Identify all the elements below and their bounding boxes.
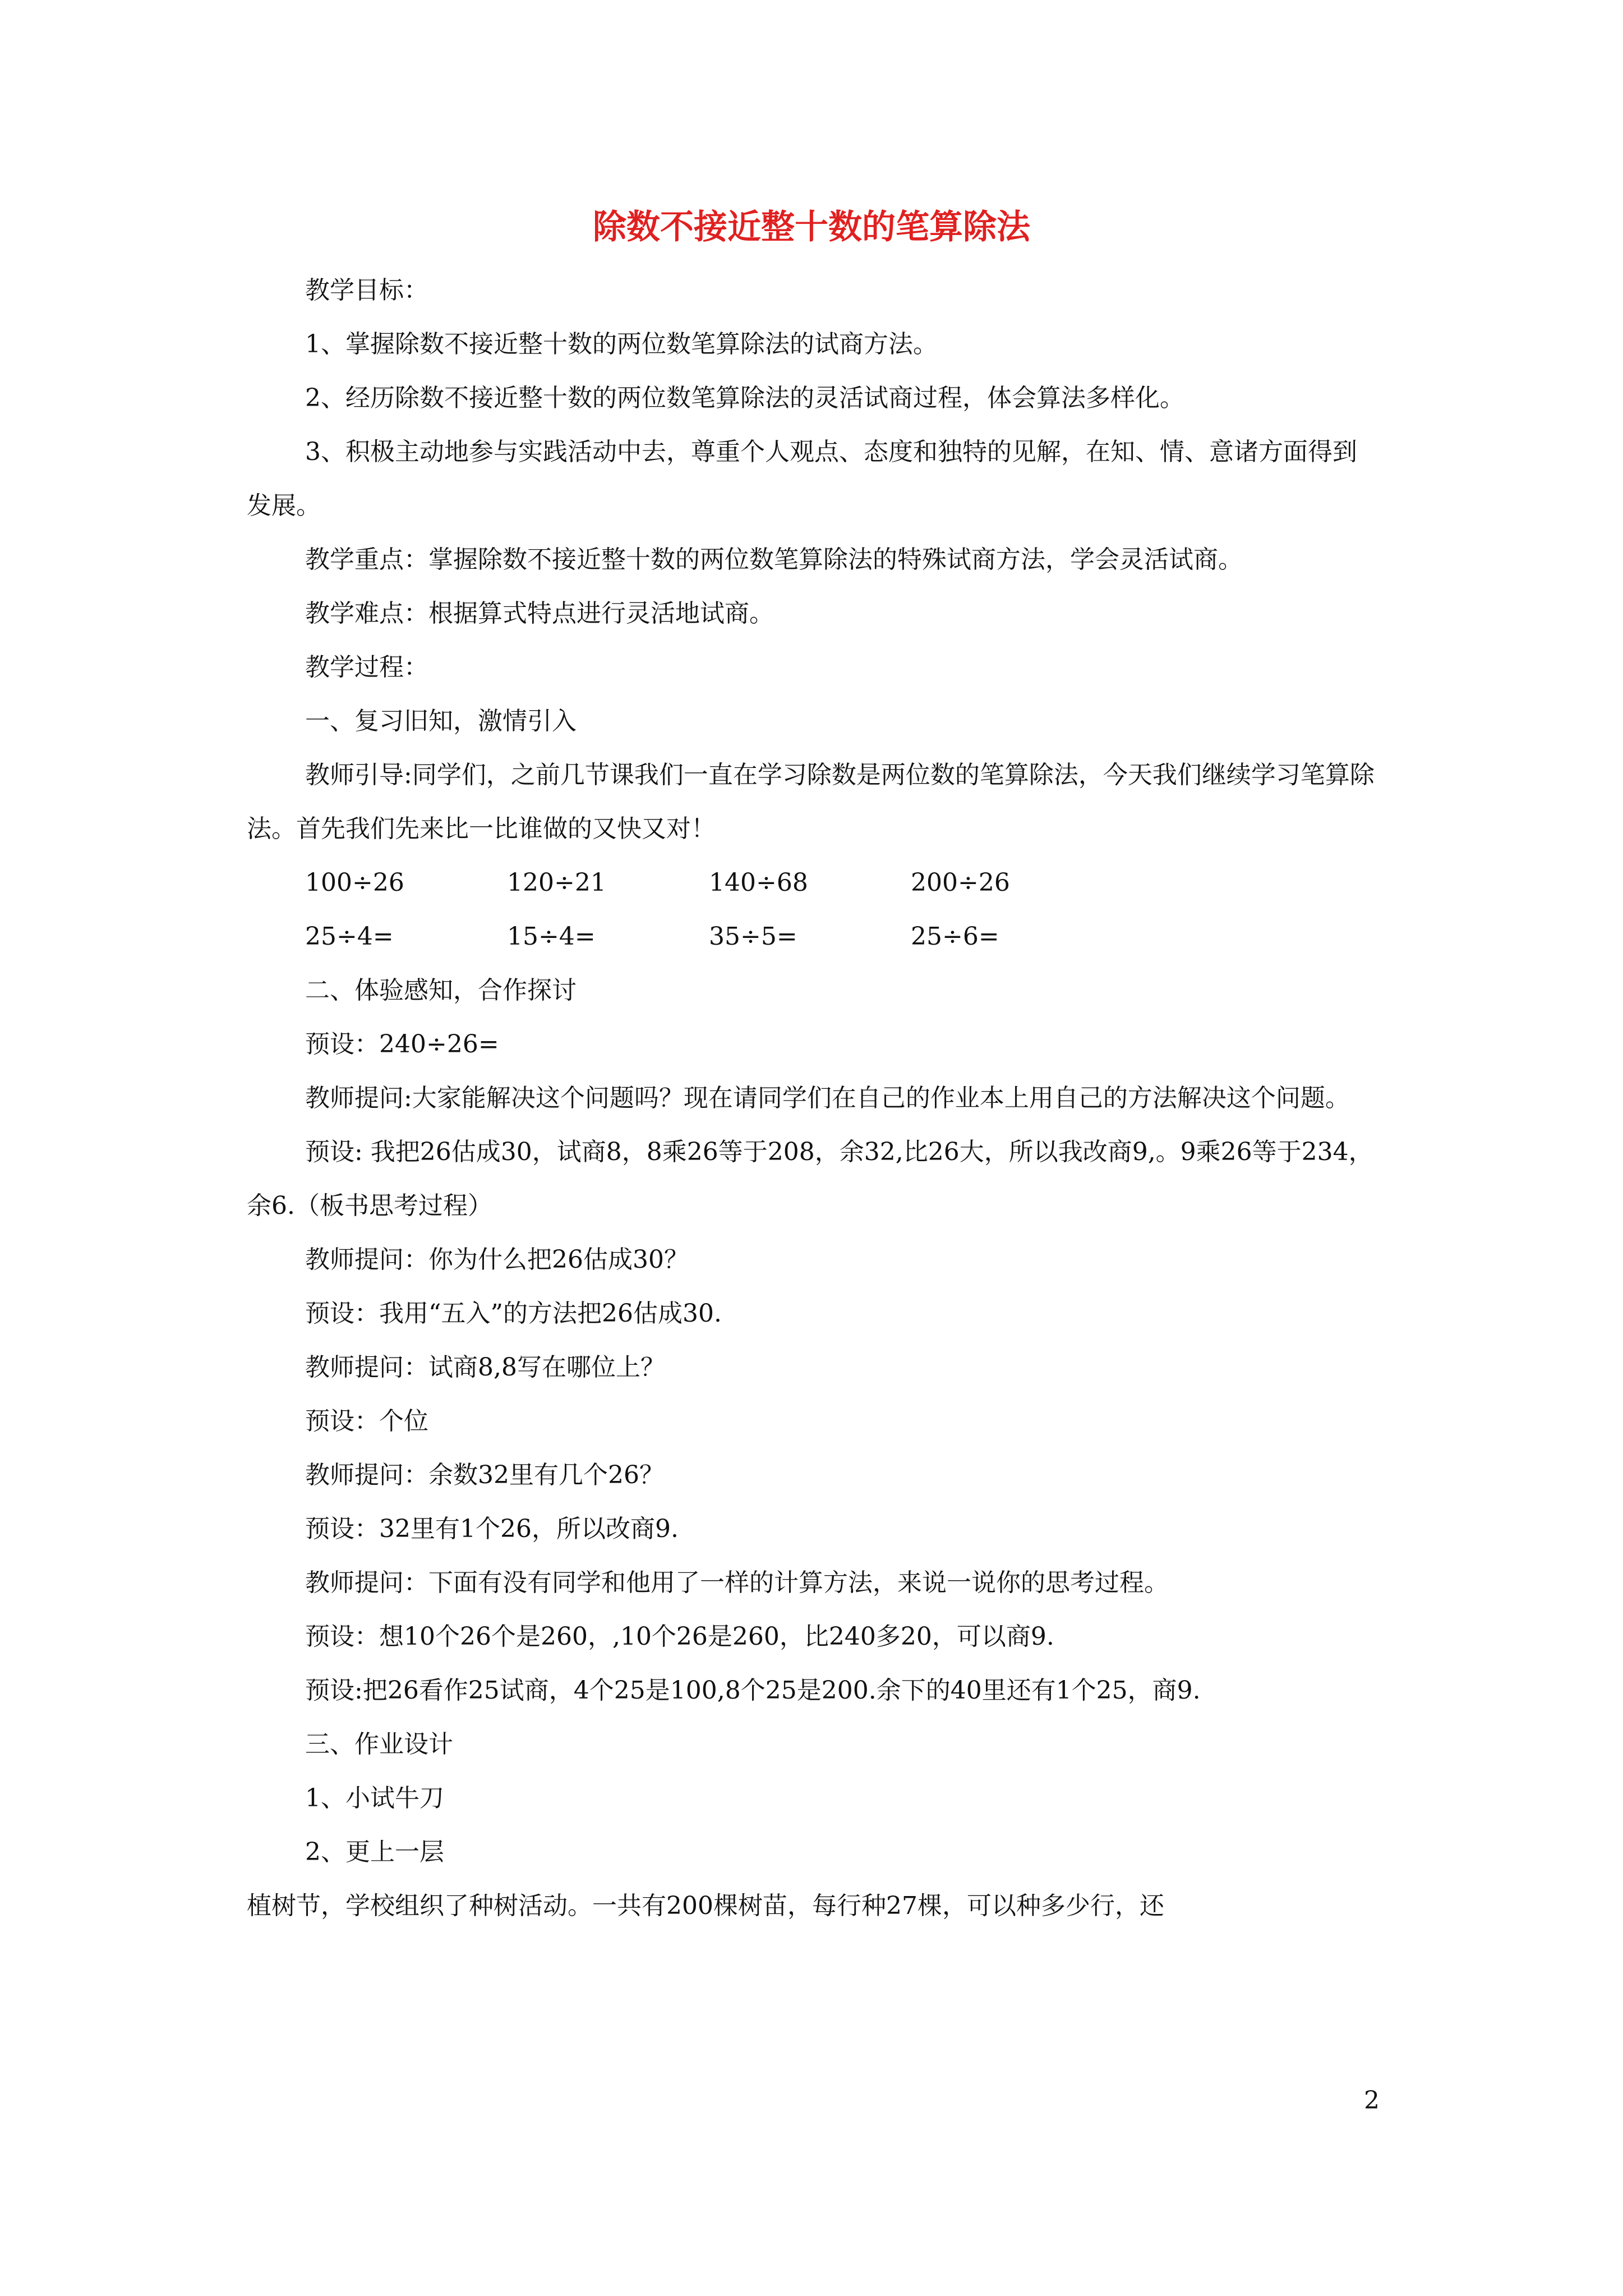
calc-expression: 15÷4=	[507, 922, 596, 951]
calc-expression: 100÷26	[305, 868, 404, 897]
paragraph: 预设: 我把26估成30，试商8，8乘26等于208，余32,比26大，所以我改商9,。9乘26等于234，余6.（板书思考过程）	[247, 1138, 1373, 1220]
paragraph: 预设：个位	[305, 1407, 428, 1435]
paragraph: 二、体验感知，合作探讨	[305, 976, 577, 1005]
paragraph: 教师提问：下面有没有同学和他用了一样的计算方法，来说一说你的思考过程。	[305, 1568, 1169, 1597]
paragraph: 教学目标：	[305, 276, 428, 305]
paragraph: 植树节，学校组织了种树活动。一共有200棵树苗，每行种27棵，可以种多少行，还	[247, 1892, 1164, 1920]
paragraph: 3、积极主动地参与实践活动中去，尊重个人观点、态度和独特的见解，在知、情、意诸方面得到发展。	[247, 438, 1357, 520]
paragraph: 预设：32里有1个26，所以改商9.	[305, 1515, 679, 1543]
paragraph: 预设：240÷26=	[305, 1030, 499, 1059]
paragraph: 教学难点：根据算式特点进行灵活地试商。	[305, 599, 774, 628]
paragraph: 三、作业设计	[305, 1730, 453, 1759]
paragraph: 教学过程：	[305, 653, 428, 682]
paragraph: 2、更上一层	[305, 1838, 444, 1866]
paragraph: 预设：想10个26个是260，,10个26是260，比240多20，可以商9.	[305, 1622, 1054, 1651]
paragraph: 1、掌握除数不接近整十数的两位数笔算除法的试商方法。	[305, 330, 938, 358]
paragraph: 2、经历除数不接近整十数的两位数笔算除法的灵活试商过程，体会算法多样化。	[305, 384, 1184, 412]
paragraph: 教师提问：试商8,8写在哪位上？	[305, 1353, 665, 1382]
calc-expression: 25÷4=	[305, 922, 394, 951]
paragraph: 1、小试牛刀	[305, 1784, 444, 1812]
paragraph: 教师提问：余数32里有几个26？	[305, 1461, 664, 1489]
calc-expression: 140÷68	[709, 868, 808, 897]
paragraph: 教师引导:同学们，之前几节课我们一直在学习除数是两位数的笔算除法，今天我们继续学习笔算除法。首先我们先来比一比谁做的又快又对！	[247, 761, 1375, 843]
calc-expression: 200÷26	[911, 868, 1010, 897]
paragraph: 预设：我用“五入”的方法把26估成30.	[305, 1299, 722, 1328]
calc-expression: 35÷5=	[709, 922, 797, 951]
page-number: 2	[1364, 2086, 1380, 2115]
document-body	[247, 264, 1380, 1933]
paragraph: 预设:把26看作25试商，4个25是100,8个25是200.余下的40里还有1个25，商9.	[305, 1676, 1201, 1705]
calc-expression: 25÷6=	[911, 922, 999, 951]
calc-expression: 120÷21	[507, 868, 606, 897]
paragraph: 一、复习旧知，激情引入	[305, 707, 577, 735]
calc-row	[247, 910, 1380, 964]
paragraph: 教学重点：掌握除数不接近整十数的两位数笔算除法的特殊试商方法，学会灵活试商。	[305, 545, 1243, 574]
paragraph: 教师提问：你为什么把26估成30？	[305, 1245, 689, 1274]
calc-row	[247, 856, 1380, 910]
page-title: 除数不接近整十数的笔算除法	[593, 208, 1030, 247]
paragraph: 教师提问:大家能解决这个问题吗？现在请同学们在自己的作业本上用自己的方法解决这个问题。	[305, 1084, 1350, 1112]
